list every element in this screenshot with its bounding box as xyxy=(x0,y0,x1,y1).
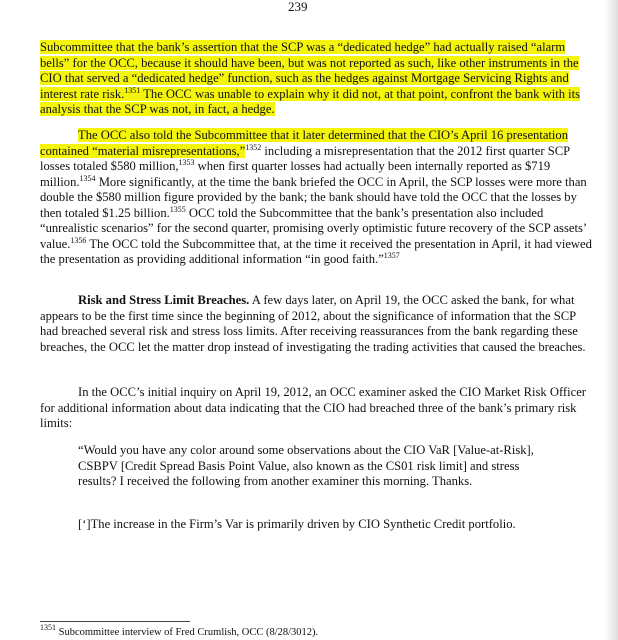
footnote xyxy=(40,623,319,639)
footnote-divider xyxy=(40,621,190,622)
paragraph-text: The OCC told the Subcommittee that, at the time it received the presentation in April, it had viewed the presentation as providing additional information “in good faith.” xyxy=(40,236,592,266)
highlighted-text: The OCC also told the Subcommittee that it later determined that the CIO’s April 16 presentation contained “material misrepresentations,” xyxy=(40,128,569,158)
paragraph-text: when first quarter losses had actually been internally reported as $719 million. xyxy=(40,159,551,189)
paragraph-text: A few days later, on April 19, the OCC asked the bank, for what appears to be the first time since the beginning of 2012, about the significance of information that the SCP had breached several risk and stress loss limits. After receiving reassurances from the bank regarding these breaches, the OCC let the matter drop instead of investigating the trading activities that caused the breaches. xyxy=(40,293,586,354)
highlighted-text: The OCC was unable to explain why it did not, at that point, confront the bank with its analysis that the SCP was not, in fact, a hedge. xyxy=(40,86,581,116)
footnote-ref: 1357 xyxy=(383,251,400,260)
paragraph-text: More significantly, at the time the bank briefed the OCC in April, the SCP losses were more than double the $580 million figure provided by the bank; the bank should have told the OCC that the losses by then totaled $1.25 billion. xyxy=(40,174,587,220)
block-quote-firm-var: [‘]The increase in the Firm’s Var is primarily driven by CIO Synthetic Credit portfolio. xyxy=(78,517,516,531)
page-edge-shadow xyxy=(604,0,618,640)
footnote-ref: 1351 xyxy=(124,85,141,95)
highlighted-text: Subcommittee that the bank’s assertion that the SCP was a “dedicated hedge” had actually raised “alarm bells” for the OCC, because it should have been, but was not reported as such, like other instruments in the CIO that served a “dedicated hedge” function, such as the hedges against Mortgage Servicing Rights and interest rate risk. xyxy=(40,40,579,101)
paragraph-misrepresentations xyxy=(40,128,592,268)
section-heading: Risk and Stress Limit Breaches. xyxy=(78,293,250,307)
footnote-ref: 1354 xyxy=(79,173,96,183)
paragraph-initial-inquiry xyxy=(40,385,592,432)
paragraph-risk-limit-breaches xyxy=(40,293,592,355)
paragraph-text: OCC told the Subcommittee that the bank’s presentation also included “unrealistic scenarios” for the second quarter, promising overly optimistic future recovery of the SCP assets’ value. xyxy=(40,205,587,251)
footnote-ref: 1355 xyxy=(169,204,186,214)
block-quote-examiner: “Would you have any color around some observations about the CIO VaR [Value-at-Risk], CSBPV [Credit Spread Basis Point Value, also known as the CS01 risk limit] and stress results? I received the following from another examiner this morning. Thanks. xyxy=(78,443,534,488)
paragraph-text: including a misrepresentation that the 2012 first quarter SCP losses totaled $580 million, xyxy=(40,143,570,173)
footnote-ref: 1356 xyxy=(70,235,87,245)
page-number: 239 xyxy=(288,0,308,14)
paragraph-dedicated-hedge xyxy=(40,40,592,118)
footnote-number: 1351 xyxy=(40,623,56,632)
footnote-ref: 1352 xyxy=(245,142,262,152)
paragraph-text: In the OCC’s initial inquiry on April 19, 2012, an OCC examiner asked the CIO Market Risk Officer for additional information about data indicating that the CIO had breached three of the bank’s primary risk limits: xyxy=(40,385,586,430)
footnote-ref: 1353 xyxy=(178,158,195,167)
footnote-text: Subcommittee interview of Fred Crumlish, OCC (8/28/3012). xyxy=(56,627,319,638)
